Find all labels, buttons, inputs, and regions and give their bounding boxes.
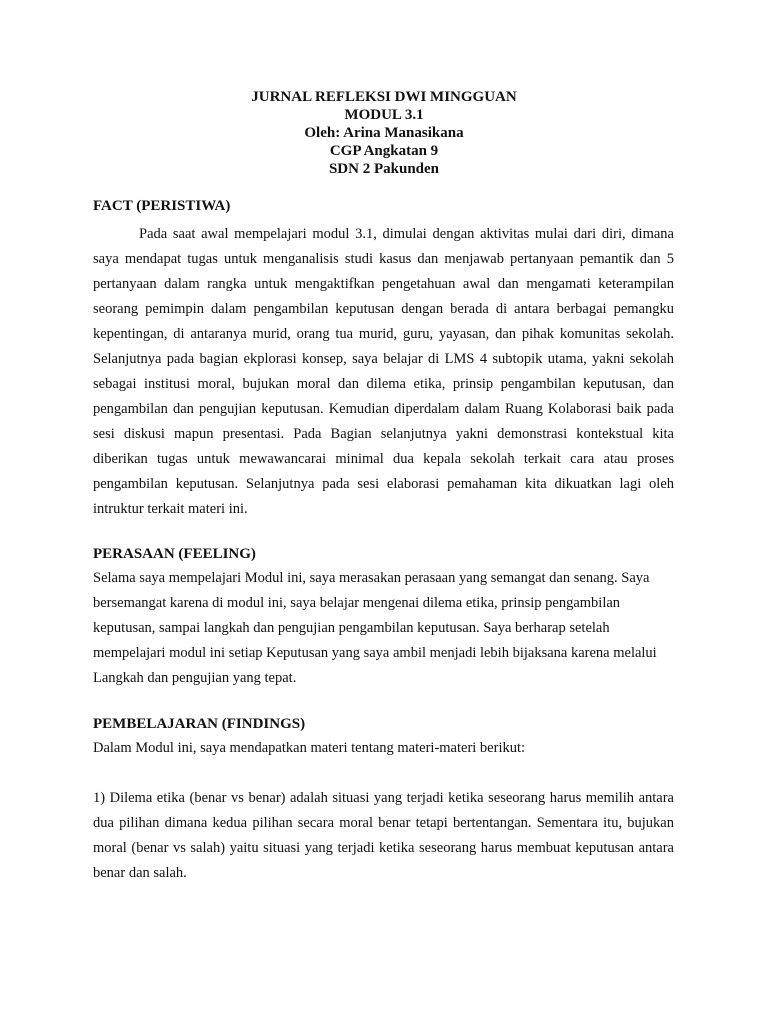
document-title: JURNAL REFLEKSI DWI MINGGUAN (251, 89, 517, 105)
findings-intro: Dalam Modul ini, saya mendapatkan materi tentang materi-materi berikut: (93, 740, 526, 756)
document-header (0, 88, 768, 178)
fact-paragraph: Pada saat awal mempelajari modul 3.1, dimulai dengan aktivitas mulai dari diri, dimana saya mendapat tugas untuk menganalisis studi kasus dan menjawab pertanyaan pemantik dan 5 pertanyaan dalam rangka untuk mengaktifkan pengetahuan awal dan mengamati keterampilan seorang pemimpin dalam pengambilan keputusan dengan berada di antara berbagai pemangku kepentingan, di antaranya murid, orang tua murid, guru, yayasan, dan pihak komunitas sekolah. Selanjutnya pada bagian ekplorasi konsep, saya belajar di LMS 4 subtopik utama, yakni sekolah sebagai institusi moral, bujukan moral dan dilema etika, prinsip pengambilan keputusan, dan pengambilan dan pengujian keputusan. Kemudian diperdalam dalam Ruang Kolaborasi baik pada sesi diskusi mapun presentasi. Pada Bagian selanjutnya yakni demonstrasi kontekstual kita diberikan tugas untuk mewawancarai minimal dua kepala sekolah terkait cara atau proses pengambilan keputusan. Selanjutnya pada sesi elaborasi pemahaman kita dikuatkan lagi oleh intruktur terkait materi ini. (93, 226, 674, 517)
cohort-line: CGP Angkatan 9 (329, 143, 439, 159)
findings-item-1: 1) Dilema etika (benar vs benar) adalah situasi yang terjadi ketika seseorang harus memilih antara dua pilihan dimana kedua pilihan secara moral benar tetapi bertentangan. Sementara itu, bujukan moral (benar vs salah) yaitu situasi yang terjadi ketika seseorang harus membuat keputusan antara benar dan salah. (93, 790, 674, 881)
feeling-paragraph: Selama saya mempelajari Modul ini, saya merasakan perasaan yang semangat dan senang. Saya bersemangat karena di modul ini, saya belajar mengenai dilema etika, prinsip pengambilan keputusan, sampai langkah dan pengujian pengambilan keputusan. Saya berharap setelah mempelajari modul ini setiap Keputusan yang saya ambil menjadi lebih bijaksana karena melalui Langkah dan pengujian yang tepat. (93, 570, 657, 686)
document-body (93, 196, 674, 886)
author-line: Oleh: Arina Manasikana (304, 125, 464, 141)
fact-heading: FACT (PERISTIWA) (93, 198, 231, 214)
school-line: SDN 2 Pakunden (328, 161, 440, 177)
module-label: MODUL 3.1 (344, 107, 424, 123)
findings-heading: PEMBELAJARAN (FINDINGS) (93, 716, 306, 732)
feeling-heading: PERASAAN (FEELING) (93, 546, 256, 562)
